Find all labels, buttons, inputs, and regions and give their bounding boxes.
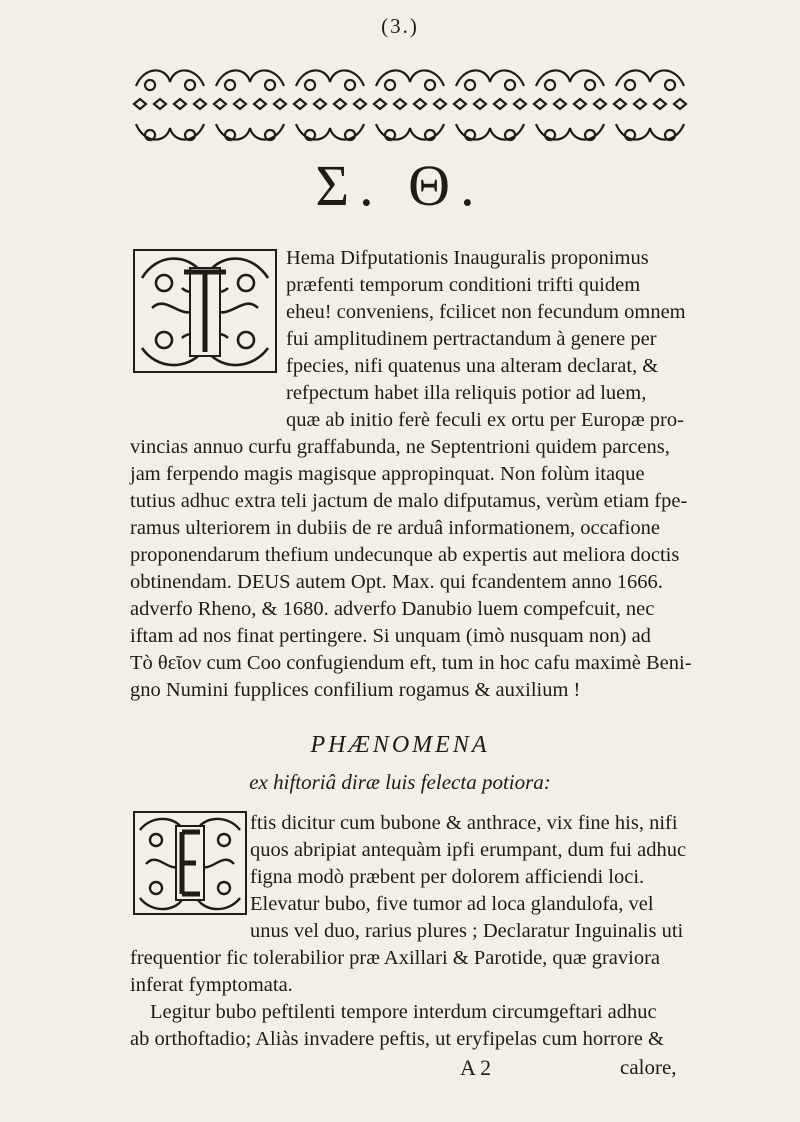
ornament-scroll-top xyxy=(136,70,204,90)
intro-line: obtinendam. DEUS autem Opt. Max. qui fcandentem anno 1666. xyxy=(130,571,663,593)
intro-line: proponendarum thefium undecunque ab expertis aut meliora doctis xyxy=(130,544,680,566)
intro-line: gno Numini fupplices confilium rogamus & auxilium ! xyxy=(130,679,581,701)
ornament-band xyxy=(130,62,690,146)
greek-title: Σ. Θ. xyxy=(315,153,485,218)
ornament-scroll-bottom xyxy=(376,124,444,140)
ornament-star-row xyxy=(294,99,366,109)
intro-line: Tò θεῖον cum Coo confugiendum eft, tum in hoc cafu maximè Beni- xyxy=(130,652,692,674)
ornament-scroll-top xyxy=(616,70,684,90)
intro-line: Hema Difputationis Inauguralis proponimus xyxy=(286,247,649,269)
body-line: frequentior fic tolerabilior præ Axillari & Parotide, quæ graviora xyxy=(130,947,661,969)
ornament-scroll-bottom xyxy=(536,124,604,140)
ornament-scroll-bottom xyxy=(296,124,364,140)
ornament-scroll-top xyxy=(216,70,284,90)
section-subheading: ex hiftoriâ diræ luis felecta potiora: xyxy=(249,770,551,794)
ornament-star-row xyxy=(214,99,286,109)
decorated-initial-e xyxy=(132,810,248,916)
catchword: calore, xyxy=(620,1055,677,1079)
intro-line: ramus ulteriorem in dubiis de re arduâ informationem, occafione xyxy=(130,517,660,539)
ornament-scroll-top xyxy=(296,70,364,90)
ornament-star-row xyxy=(134,99,206,109)
intro-line: quæ ab initio ferè feculi ex ortu per Europæ pro- xyxy=(286,409,684,431)
ornament-scroll-top xyxy=(376,70,444,90)
decorated-initial-t xyxy=(132,248,278,374)
body-line: quos abripiat antequàm ipfi erumpant, dum fui adhuc xyxy=(250,839,687,861)
intro-line: jam ferpendo magis magisque appropinquat. Non folùm itaque xyxy=(130,463,645,485)
signature-mark: A 2 xyxy=(460,1055,492,1080)
intro-line: iftam ad nos finat pertingere. Si unquam (imò nusquam non) ad xyxy=(130,625,651,647)
ornament-star-row xyxy=(454,99,526,109)
intro-line: refpectum habet illa reliquis potior ad luem, xyxy=(286,382,647,404)
ornament-star-row xyxy=(374,99,446,109)
body-line: unus vel duo, rarius plures ; Declaratur Inguinalis uti xyxy=(250,920,684,942)
body-line: inferat fymptomata. xyxy=(130,974,293,996)
ornament-scroll-bottom xyxy=(136,124,204,140)
ornament-star-row xyxy=(534,99,606,109)
body-line: Legitur bubo peftilenti tempore interdum circumgeftari adhuc xyxy=(150,1001,657,1023)
intro-line: præfenti temporum conditioni trifti quidem xyxy=(286,274,641,296)
ornament-scroll-top xyxy=(536,70,604,90)
intro-line: eheu! conveniens, fcilicet non fecundum omnem xyxy=(286,301,686,323)
ornament-scroll-bottom xyxy=(616,124,684,140)
intro-line: fpecies, nifi quatenus una alteram declarat, & xyxy=(286,355,659,377)
intro-line: adverfo Rheno, & 1680. adverfo Danubio luem compefcuit, nec xyxy=(130,598,655,620)
intro-line: vincias annuo curfu graffabunda, ne Septentrioni quidem parcens, xyxy=(130,436,670,458)
ornament-scroll-bottom xyxy=(456,124,524,140)
page-number: (3.) xyxy=(381,14,419,38)
body-line: Elevatur bubo, five tumor ad loca glandulofa, vel xyxy=(250,893,654,915)
ornament-scroll-bottom xyxy=(216,124,284,140)
body-line: ftis dicitur cum bubone & anthrace, vix fine his, nifi xyxy=(250,812,678,834)
section-heading: PHÆNOMENA xyxy=(310,732,490,758)
intro-line: fui amplitudinem pertractandum à genere per xyxy=(286,328,657,350)
body-line: figna modò præbent per dolorem afficiendi loci. xyxy=(250,866,645,888)
intro-line: tutius adhuc extra teli jactum de malo difputamus, verùm etiam fpe- xyxy=(130,490,688,512)
ornament-star-row xyxy=(614,99,686,109)
ornament-scroll-top xyxy=(456,70,524,90)
body-line: ab orthoftadio; Aliàs invadere peftis, ut eryfipelas cum horrore & xyxy=(130,1028,664,1050)
